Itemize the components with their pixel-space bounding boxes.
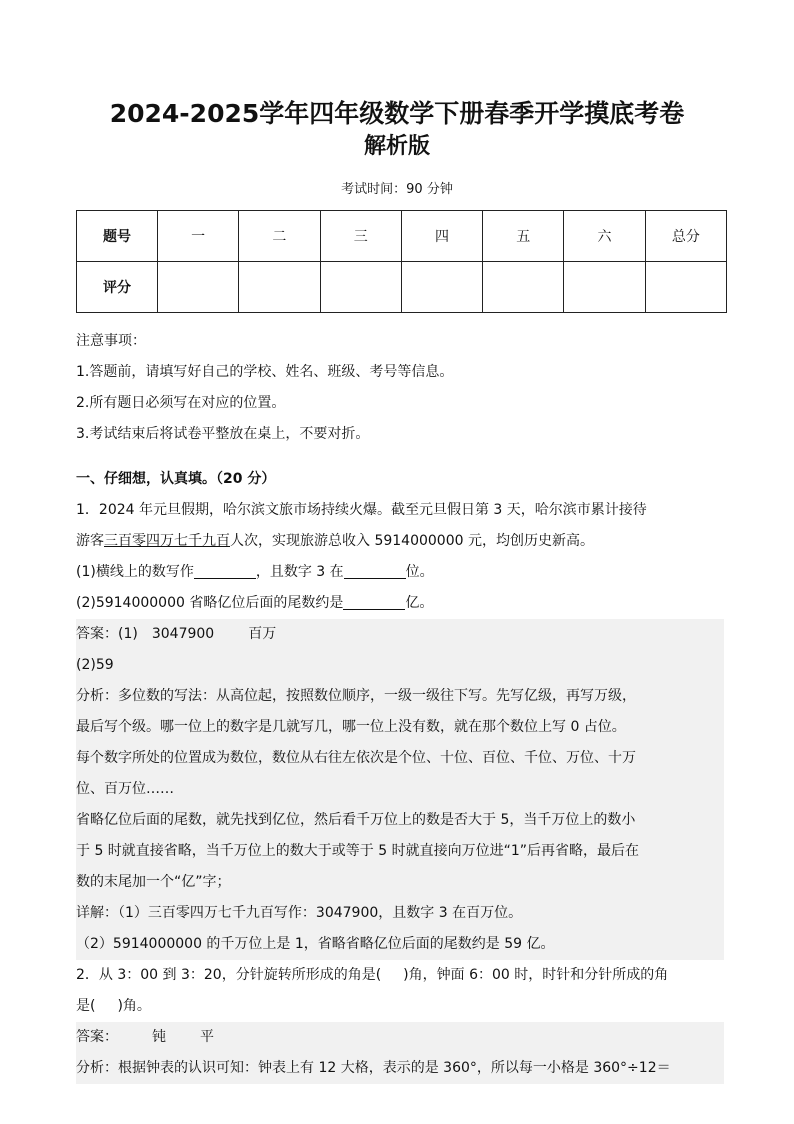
score-label: 评分 [77, 262, 158, 313]
q1-answer-block [76, 619, 724, 960]
q1-answer [76, 619, 724, 650]
analysis-line: 分析：根据钟表的认识可知：钟表上有 12 大格，表示的是 360°，所以每一小格是 360°÷12＝ [76, 1060, 671, 1076]
q2-answer-block [76, 1022, 724, 1084]
score-cell[interactable] [483, 262, 564, 313]
score-cell[interactable] [401, 262, 482, 313]
section-1 [76, 464, 724, 1084]
score-cell[interactable] [645, 262, 726, 313]
q1-sub1-text: ，且数字 3 在 [255, 564, 344, 580]
q1-sub2 [76, 588, 724, 619]
q2-text: )角。 [117, 998, 151, 1014]
answer-label: 答案： [76, 1029, 118, 1045]
notes-item: 3.考试结束后将试卷平整放在桌上，不要对折。 [76, 426, 370, 442]
notes-item: 1.答题前，请填写好自己的学校、姓名、班级、考号等信息。 [76, 364, 454, 380]
answer-blank[interactable] [344, 562, 406, 579]
q1-underlined-number: 三百零四万七千九百 [104, 533, 230, 549]
q2-line [76, 991, 724, 1022]
analysis-line: 每个数字所处的位置成为数位，数位从右往左依次是个位、十位、百位、千位、万位、十万 [76, 750, 636, 766]
analysis-line: 省略亿位后面的尾数，就先找到亿位，然后看千万位上的数是否大于 5，当千万位上的数小 [76, 812, 636, 828]
score-cell[interactable] [239, 262, 320, 313]
q1-sub1-text: 位。 [405, 564, 434, 580]
answer-value: 百万 [248, 626, 277, 642]
notes-section [76, 326, 724, 450]
score-cell[interactable] [158, 262, 239, 313]
score-cell[interactable] [320, 262, 401, 313]
score-table-cell: 总分 [645, 211, 726, 262]
q2-answer [76, 1022, 724, 1053]
q1-text: 人次，实现旅游总收入 5914000000 元，均创历史新高。 [230, 533, 594, 549]
q2-text: 2．从 3：00 到 3：20，分针旋转所形成的角是( [76, 967, 382, 983]
answer-label: 答案：(1) [76, 626, 138, 642]
page-subtitle: 解析版 [363, 134, 430, 159]
analysis-line: 详解：（1）三百零四万七千九百写作：3047900，且数字 3 在百万位。 [76, 905, 523, 921]
q1-sub2-text: (2)5914000000 省略亿位后面的尾数约是 [76, 595, 344, 611]
q1-answer-2: (2)59 [76, 657, 114, 673]
q1-sub1-text: (1)横线上的数写作 [76, 564, 194, 580]
answer-blank[interactable] [194, 562, 256, 579]
q2-line [76, 960, 724, 991]
answer-value: 平 [200, 1029, 214, 1045]
exam-time: 考试时间：90 分钟 [341, 182, 453, 197]
score-table-cell: 五 [483, 211, 564, 262]
analysis-line: 分析：多位数的写法：从高位起，按照数位顺序，一级一级往下写。先写亿级，再写万级， [76, 688, 636, 704]
analysis-line: 于 5 时就直接省略，当千万位上的数大于或等于 5 时就直接向万位进“1”后再省略，最后在 [76, 843, 640, 859]
q1-line [76, 526, 724, 557]
answer-value: 钝 [152, 1029, 166, 1045]
q1-line: 1．2024 年元旦假期，哈尔滨文旅市场持续火爆。截至元旦假日第 3 天，哈尔滨市累计接待 [76, 502, 647, 518]
q1-text: 游客 [76, 533, 104, 549]
analysis-line: 位、百万位…… [76, 781, 174, 797]
score-table-cell: 一 [158, 211, 239, 262]
score-cell[interactable] [564, 262, 645, 313]
q1-sub2-text: 亿。 [405, 595, 434, 611]
score-table-cell: 六 [564, 211, 645, 262]
analysis-line: 数的末尾加一个“亿”字； [76, 874, 231, 890]
analysis-line: （2）5914000000 的千万位上是 1，省略省略亿位后面的尾数约是 59 亿。 [76, 936, 555, 952]
q1-sub1 [76, 557, 724, 588]
notes-title: 注意事项： [76, 333, 146, 349]
answer-blank[interactable] [343, 593, 405, 610]
section-title: 一、仔细想，认真填。（20 分） [76, 471, 276, 487]
score-table [76, 210, 727, 313]
page-title: 2024-2025学年四年级数学下册春季开学摸底考卷 [109, 99, 685, 128]
q2-text: 是( [76, 998, 96, 1014]
score-table-cell: 题号 [77, 211, 158, 262]
score-table-cell: 二 [239, 211, 320, 262]
score-table-cell: 三 [320, 211, 401, 262]
q2-text: )角，钟面 6：00 时，时针和分针所成的角 [403, 967, 669, 983]
answer-value: 3047900 [151, 626, 215, 642]
score-table-cell: 四 [401, 211, 482, 262]
score-table-header-row [77, 211, 727, 262]
notes-item: 2.所有题日必须写在对应的位置。 [76, 395, 286, 411]
analysis-line: 最后写个级。哪一位上的数字是几就写几，哪一位上没有数，就在那个数位上写 0 占位。 [76, 719, 626, 735]
score-table-score-row [77, 262, 727, 313]
